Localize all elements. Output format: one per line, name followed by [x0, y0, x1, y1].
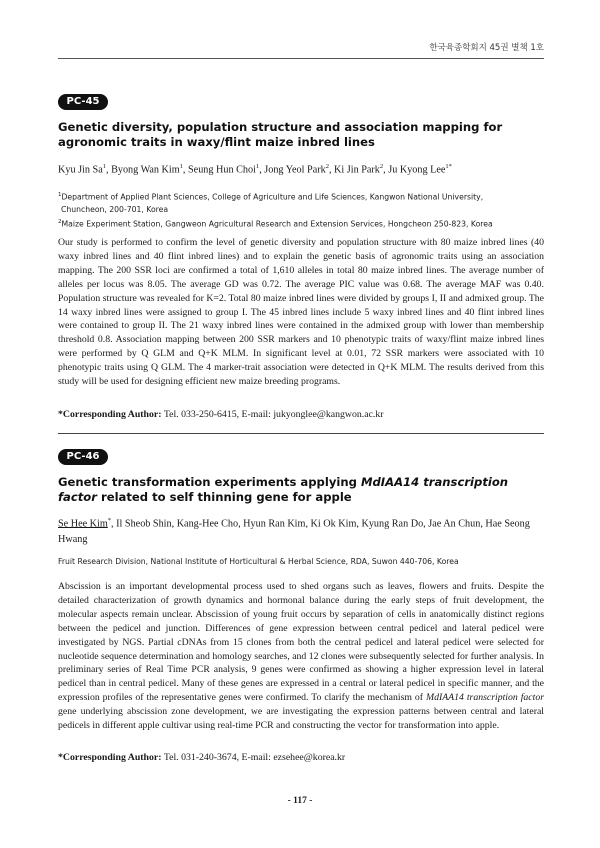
- corresponding-info: Tel. 033-250-6415, E-mail: jukyonglee@kangwon.ac.kr: [163, 409, 384, 420]
- affiliation-item-cont: Chuncheon, 200-701, Korea: [61, 204, 169, 214]
- affiliation-list: [58, 189, 548, 231]
- author-name: Byong Wan Kim: [111, 164, 180, 176]
- paper-title: Genetic diversity, population structure and association mapping for agronomic traits in waxy/flint maize inbred lines: [58, 120, 503, 149]
- abstract: Our study is performed to confirm the level of genetic diversity and population structure with 80 maize inbred lines (40 waxy inbred lines and 40 flint inbred lines) and to explain the genetic basis of agronomic traits using an association mapping. The 200 SSR loci are confirmed a total of 1,610 alleles in total 80 maize inbred lines. The average number of alleles per locus was 8.05. The average GD was 0.72. The average PIC value was 0.68. The average MAF was 0.40. Population structure was revealed for K=2. Total 80 maize inbred lines were divided by groups I, II and admixed group. The 14 waxy inbred lines were assigned to group I. The 45 inbred lines include 5 waxy inbred lines and 40 flint inbred lines were contained to group II. The 21 waxy inbred lines were contained in the admixed group with lower than membership threshold 0.8. Association mapping between 200 SSR markers and 10 phenotypic traits of waxy/flint maize inbred lines were performed by Q GLM and Q+K MLM. In significant level at 0.01, 72 SSR markers were associated with 10 phenotypic traits using Q GLM. The 4 marker-trait association were detected in Q+K MLM. The results derived from this study will be used for designing efficient new maize breeding programs.: [58, 237, 544, 388]
- title-gene-name: MdIAA14 transcription factor: [58, 475, 509, 504]
- paper-badge: PC-45: [58, 94, 108, 110]
- corresponding-label: *Corresponding Author:: [58, 752, 162, 763]
- author-name: Ju Kyong Lee: [388, 164, 446, 176]
- abstract-gene-name: MdIAA14 transcription factor: [425, 692, 544, 704]
- author-name: Se Hee Kim: [58, 518, 108, 530]
- paper-title: Genetic transformation experiments applying MdIAA14 transcription factor related to self thinning gene for apple: [58, 475, 509, 504]
- paper-badge: PC-46: [58, 449, 108, 465]
- affiliation-item: Fruit Research Division, National Institute of Horticultural & Herbal Science, RDA, Suwon 440-706, Korea: [58, 557, 459, 566]
- author-name: Seung Hun Choi: [188, 164, 256, 176]
- corresponding-info: Tel. 031-240-3674, E-mail: ezsehee@korea.kr: [163, 752, 346, 763]
- section-divider: [58, 433, 544, 434]
- author-name: Kyu Jin Sa: [58, 164, 103, 176]
- journal-header: 한국육종학회지 45권 별책 1호: [58, 41, 544, 59]
- author-name: Ki Jin Park: [334, 164, 380, 176]
- page-number: - 117 -: [287, 796, 313, 806]
- corresponding-author: [58, 752, 544, 763]
- affiliation-item: $^1$Department of Applied Plant Sciences, College of Agriculture and Life Sciences, Kangwon National University,: [58, 192, 484, 202]
- corresponding-label: *Corresponding Author:: [58, 409, 162, 420]
- corresponding-author: [58, 409, 544, 420]
- author-names: , Il Sheob Shin, Kang-Hee Cho, Hyun Ran Kim, Ki Ok Kim, Kyung Ran Do, Jae An Chun, Hae Seong Hwang: [58, 518, 530, 546]
- affiliation-item: $^2$Maize Experiment Station, Gangweon Agricultural Research and Extension Services, Hongcheon 250-823, Korea: [58, 219, 493, 229]
- abstract: Abscission is an important developmental process used to shed organs such as leaves, flowers and fruits. Despite the detailed characterization of growth dynamics and hormonal balance during the early steps of fruit development, the molecular aspects remain unclear. Abscission of young fruit occurs by separation of cells in anatomically distinct regions between the pedicel and junction. Differences of gene expression between central pedicel and lateral pedicel were investigated by NGS. Partial cDNAs from 15 clones from both the central pedicel and lateral pedicel were selected for nucleotide sequence determination and homology searches, and 12 clones were subsequently selected for further analysis. In preliminary series of Real Time PCR analysis, 9 genes were confirmed as showing a higher expression level in lateral pedicel than in central pedicel. Many of these genes are expressed in a central or lateral pedicel in specific manner, and the expression profiles of the representative genes were confirmed. To clarify the mechanism of MdIAA14 transcription factor gene underlying abscission zone development, we are investigating the expression patterns between central and lateral pedicels in different apple cultivar using real-time PCR and constructing the vector for transformation into apple.: [58, 581, 544, 732]
- author-name: Jong Yeol Park: [264, 164, 326, 176]
- author-list: Se Hee Kim*, Il Sheob Shin, Kang-Hee Cho, Hyun Ran Kim, Ki Ok Kim, Kyung Ran Do, Jae An Chun, Hae Seong Hwang: [58, 517, 530, 546]
- author-list: Kyu Jin Sa$^1$, Byong Wan Kim$^1$, Seung Hun Choi$^1$, Jong Yeol Park$^2$, Ki Jin Park$^2$, Ju Kyong Lee$^{1*}$: [58, 163, 452, 176]
